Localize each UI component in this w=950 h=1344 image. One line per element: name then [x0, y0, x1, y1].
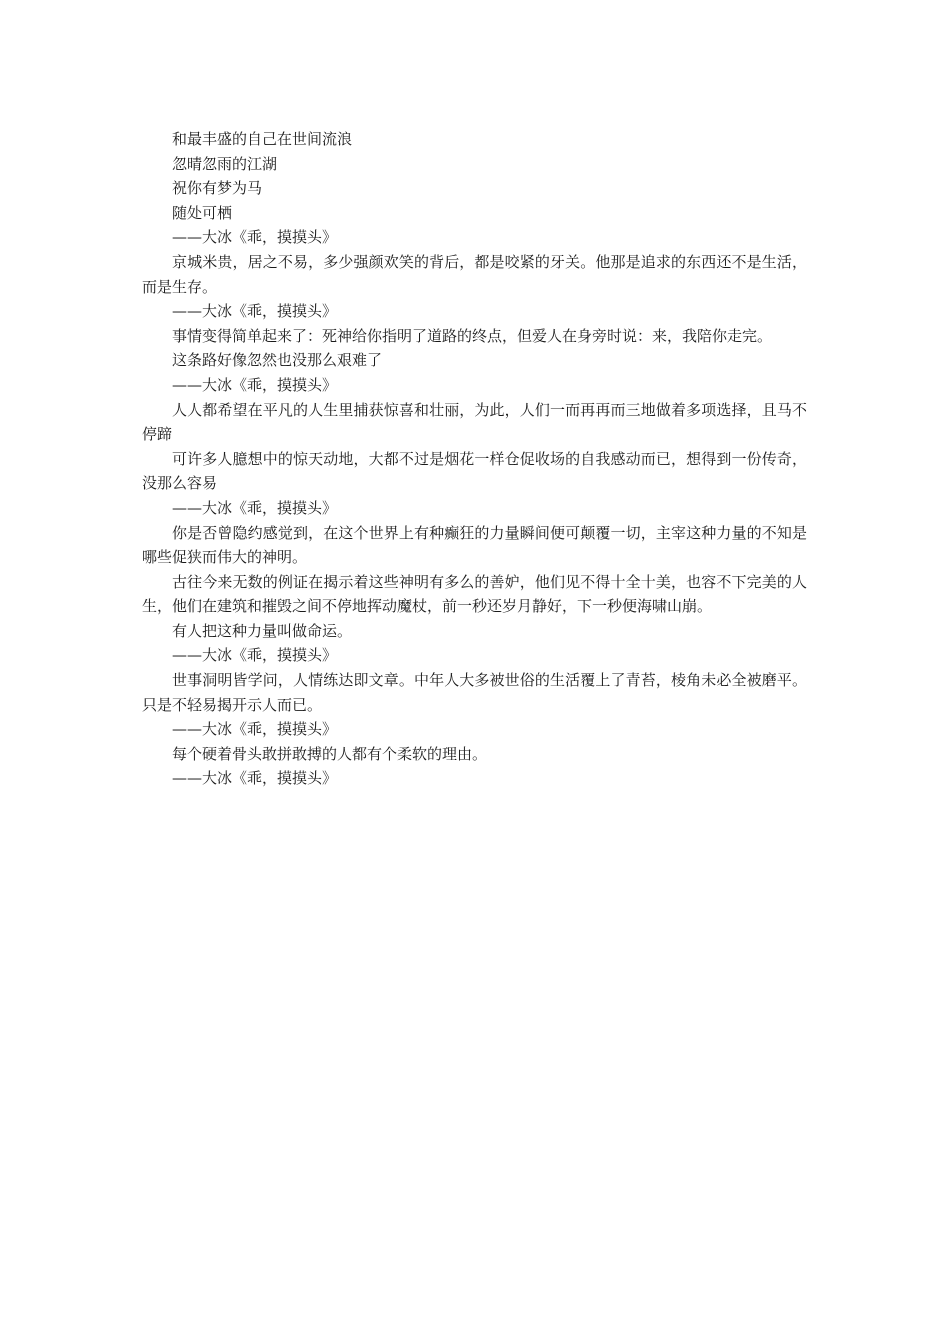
paragraph-2: 忽晴忽雨的江湖 [172, 154, 278, 173]
paragraph-9: 可许多人臆想中的惊天动地，大都不过是烟花一样仓促收场的自我感动而已，想得到一份传奇，没那么容易 [142, 449, 807, 493]
attribution-5: ——大冰《乖，摸摸头》 [172, 646, 338, 665]
attribution-6: ——大冰《乖，摸摸头》 [172, 720, 338, 739]
paragraph-3: 祝你有梦为马 [172, 179, 263, 198]
paragraph-7: 这条路好像忽然也没那么艰难了 [172, 351, 383, 370]
paragraph-8: 人人都希望在平凡的人生里捕获惊喜和壮丽，为此，人们一而再再而三地做着多项选择，且马不停蹄 [142, 400, 807, 444]
paragraph-1: 和最丰盛的自己在世间流浪 [172, 130, 353, 148]
attribution-7: ——大冰《乖，摸摸头》 [172, 769, 338, 788]
document-body [142, 127, 807, 791]
paragraph-13: 世事洞明皆学问，人情练达即文章。中年人大多被世俗的生活覆上了青苔，棱角未必全被磨平。只是不轻易揭开示人而已。 [142, 671, 807, 714]
attribution-4: ——大冰《乖，摸摸头》 [172, 498, 338, 517]
paragraph-14: 每个硬着骨头敢拼敢搏的人都有个柔软的理由。 [172, 744, 488, 763]
attribution-3: ——大冰《乖，摸摸头》 [172, 375, 338, 394]
paragraph-11: 古往今来无数的例证在揭示着这些神明有多么的善妒，他们见不得十全十美，也容不下完美的人生，他们在建筑和摧毁之间不停地挥动魔杖，前一秒还岁月静好，下一秒便海啸山崩。 [142, 572, 807, 616]
attribution-2: ——大冰《乖，摸摸头》 [172, 302, 338, 321]
attribution-1: ——大冰《乖，摸摸头》 [172, 228, 338, 247]
paragraph-6: 事情变得简单起来了：死神给你指明了道路的终点，但爱人在身旁时说：来，我陪你走完。 [172, 326, 773, 345]
paragraph-5: 京城米贵，居之不易，多少强颜欢笑的背后，都是咬紧的牙关。他那是追求的东西还不是生活，而是生存。 [142, 252, 807, 296]
paragraph-10: 你是否曾隐约感觉到，在这个世界上有种癫狂的力量瞬间便可颠覆一切，主宰这种力量的不知是哪些促狭而伟大的神明。 [142, 523, 807, 567]
paragraph-4: 随处可栖 [172, 203, 233, 222]
paragraph-12: 有人把这种力量叫做命运。 [172, 621, 353, 640]
